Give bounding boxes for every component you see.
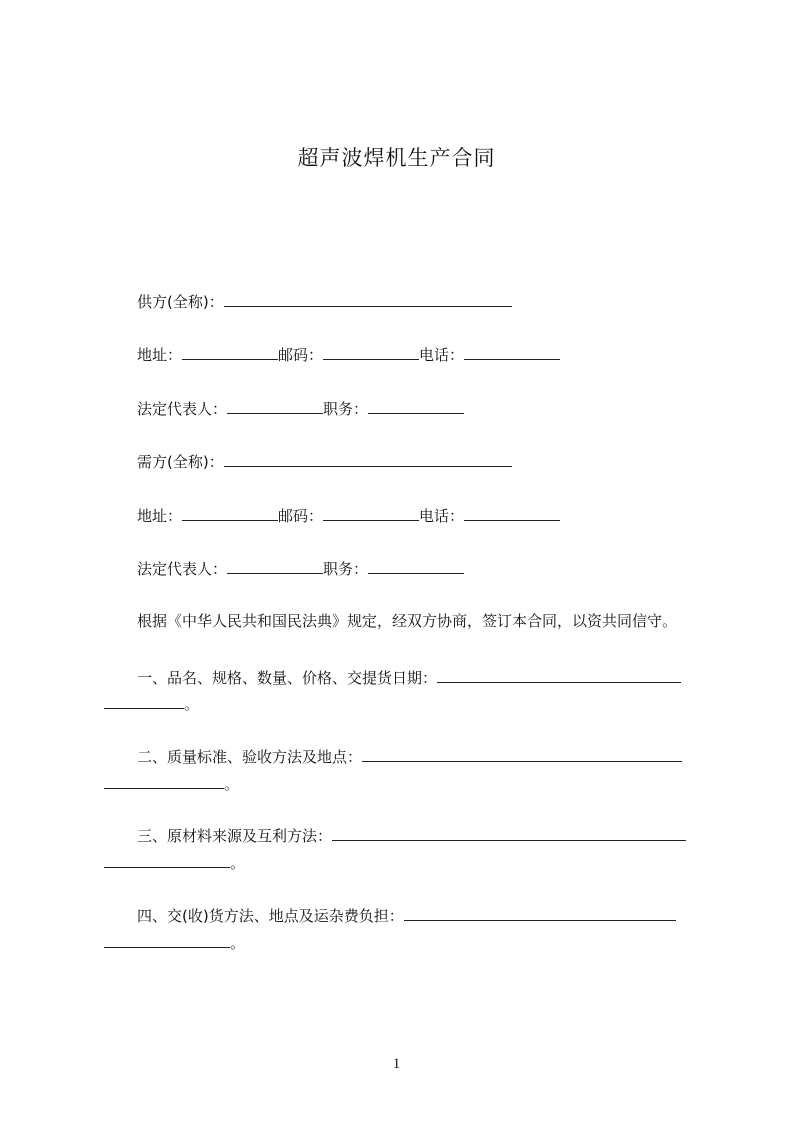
buyer-position-label: 职务： <box>323 560 369 578</box>
clause-1-label: 一、品名、规格、数量、价格、交提货日期： <box>137 669 438 687</box>
clause-4-continuation <box>104 933 245 952</box>
supplier-name-blank[interactable] <box>224 292 512 307</box>
supplier-position-label: 职务： <box>323 400 369 418</box>
clause-4-line <box>137 906 676 925</box>
supplier-name-line <box>137 292 512 311</box>
supplier-address-blank[interactable] <box>182 345 278 360</box>
clause-2-continuation <box>104 774 239 793</box>
preamble: 根据《中华人民共和国民法典》规定，经双方协商，签订本合同，以资共同信守。 <box>137 612 678 630</box>
clause-1-blank-2[interactable] <box>104 694 184 709</box>
supplier-phone-label: 电话： <box>419 346 465 364</box>
buyer-name-blank[interactable] <box>224 452 512 467</box>
clause-1-continuation <box>104 694 199 713</box>
clause-4-end: 。 <box>230 934 246 952</box>
buyer-address-label: 地址： <box>137 507 183 525</box>
supplier-contact-line <box>137 345 560 364</box>
buyer-phone-label: 电话： <box>419 507 465 525</box>
supplier-postcode-blank[interactable] <box>323 345 419 360</box>
supplier-postcode-label: 邮码： <box>278 346 324 364</box>
supplier-rep-label: 法定代表人： <box>137 400 228 418</box>
supplier-rep-line <box>137 399 464 418</box>
clause-4-blank[interactable] <box>404 906 676 921</box>
supplier-rep-blank[interactable] <box>227 399 323 414</box>
clause-2-blank-2[interactable] <box>104 774 224 789</box>
clause-4-label: 四、交(收)货方法、地点及运杂费负担： <box>137 907 404 925</box>
buyer-address-blank[interactable] <box>182 506 278 521</box>
buyer-position-blank[interactable] <box>368 559 464 574</box>
buyer-postcode-label: 邮码： <box>278 507 324 525</box>
clause-1-line <box>137 668 681 687</box>
page-title: 超声波焊机生产合同 <box>297 146 496 170</box>
clause-3-blank-2[interactable] <box>104 853 230 868</box>
clause-2-line <box>137 747 682 766</box>
clause-4-blank-2[interactable] <box>104 933 230 948</box>
buyer-name-label: 需方(全称)： <box>137 453 224 471</box>
clause-3-line <box>137 826 686 845</box>
clause-3-end: 。 <box>230 854 246 872</box>
supplier-phone-blank[interactable] <box>464 345 560 360</box>
clause-3-label: 三、原材料来源及互利方法： <box>137 827 333 845</box>
clause-2-end: 。 <box>224 775 240 793</box>
supplier-position-blank[interactable] <box>368 399 464 414</box>
buyer-contact-line <box>137 506 560 525</box>
buyer-name-line <box>137 452 512 471</box>
clause-3-blank[interactable] <box>332 826 686 841</box>
buyer-rep-label: 法定代表人： <box>137 560 228 578</box>
page-number: 1 <box>392 1056 401 1072</box>
supplier-address-label: 地址： <box>137 346 183 364</box>
clause-1-blank[interactable] <box>437 668 681 683</box>
buyer-phone-blank[interactable] <box>464 506 560 521</box>
buyer-rep-blank[interactable] <box>227 559 323 574</box>
clause-3-continuation <box>104 853 245 872</box>
clause-2-blank[interactable] <box>362 747 682 762</box>
buyer-rep-line <box>137 559 464 578</box>
clause-1-end: 。 <box>184 695 200 713</box>
supplier-name-label: 供方(全称)： <box>137 293 224 311</box>
clause-2-label: 二、质量标准、验收方法及地点： <box>137 748 363 766</box>
buyer-postcode-blank[interactable] <box>323 506 419 521</box>
